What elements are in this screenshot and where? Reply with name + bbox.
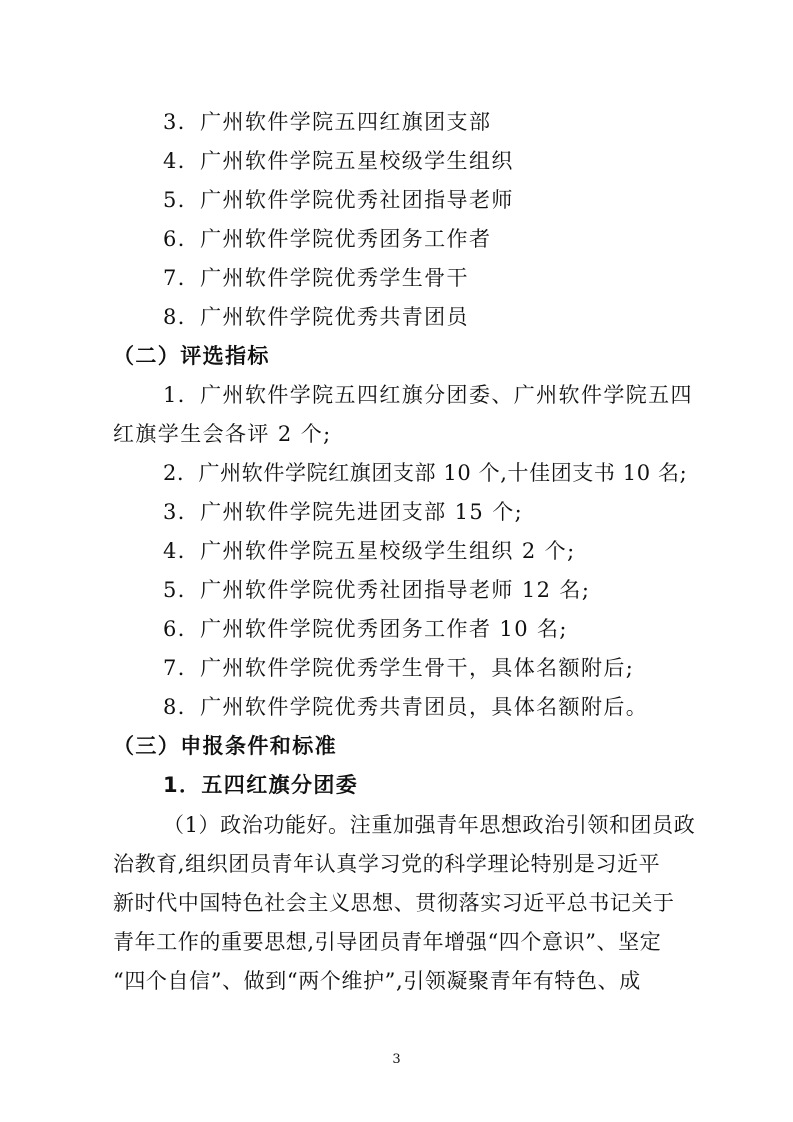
section-heading-3: （三）申报条件和标准 (113, 734, 337, 758)
quota-item-3: 3．广州软件学院先进团支部 15 个; (163, 500, 524, 524)
quota-item-1: 1．广州软件学院五四红旗分团委、广州软件学院五四 (163, 383, 693, 407)
quota-item-5: 5．广州软件学院优秀社团指导老师 12 名; (163, 578, 591, 602)
quota-item-7: 7．广州软件学院优秀学生骨干，具体名额附后; (163, 656, 635, 680)
award-item-8: 8．广州软件学院优秀共青团员 (163, 305, 469, 329)
award-item-5: 5．广州软件学院优秀社团指导老师 (163, 188, 514, 212)
paragraph-line-1: （1）政治功能好。注重加强青年思想政治引领和团员政 (163, 813, 696, 837)
award-item-7: 7．广州软件学院优秀学生骨干 (163, 266, 469, 290)
paragraph-line-3: 新时代中国特色社会主义思想、贯彻落实习近平总书记关于 (113, 891, 675, 915)
award-item-6: 6．广州软件学院优秀团务工作者 (163, 227, 492, 251)
award-item-4: 4．广州软件学院五星校级学生组织 (163, 149, 514, 173)
quota-item-6: 6．广州软件学院优秀团务工作者 10 名; (163, 617, 568, 641)
quota-item-2: 2．广州软件学院红旗团支部 10 个,十佳团支书 10 名; (163, 461, 688, 485)
award-item-3: 3．广州软件学院五四红旗团支部 (163, 110, 492, 134)
quota-item-8: 8．广州软件学院优秀共青团员，具体名额附后。 (163, 695, 649, 719)
section-heading-2: （二）评选指标 (113, 344, 270, 368)
subsection-heading-1: 1．五四红旗分团委 (163, 773, 359, 797)
paragraph-line-2: 治教育,组织团员青年认真学习党的科学理论特别是习近平 (113, 852, 661, 876)
paragraph-line-4: 青年工作的重要思想,引导团员青年增强“四个意识”、坚定 (113, 930, 662, 954)
paragraph-line-5: “四个自信”、做到“两个维护”,引领凝聚青年有特色、成 (113, 969, 641, 993)
page-number: 3 (392, 1052, 401, 1067)
quota-item-4: 4．广州软件学院五星校级学生组织 2 个; (163, 539, 576, 563)
quota-item-1-continued: 红旗学生会各评 2 个; (113, 422, 332, 446)
